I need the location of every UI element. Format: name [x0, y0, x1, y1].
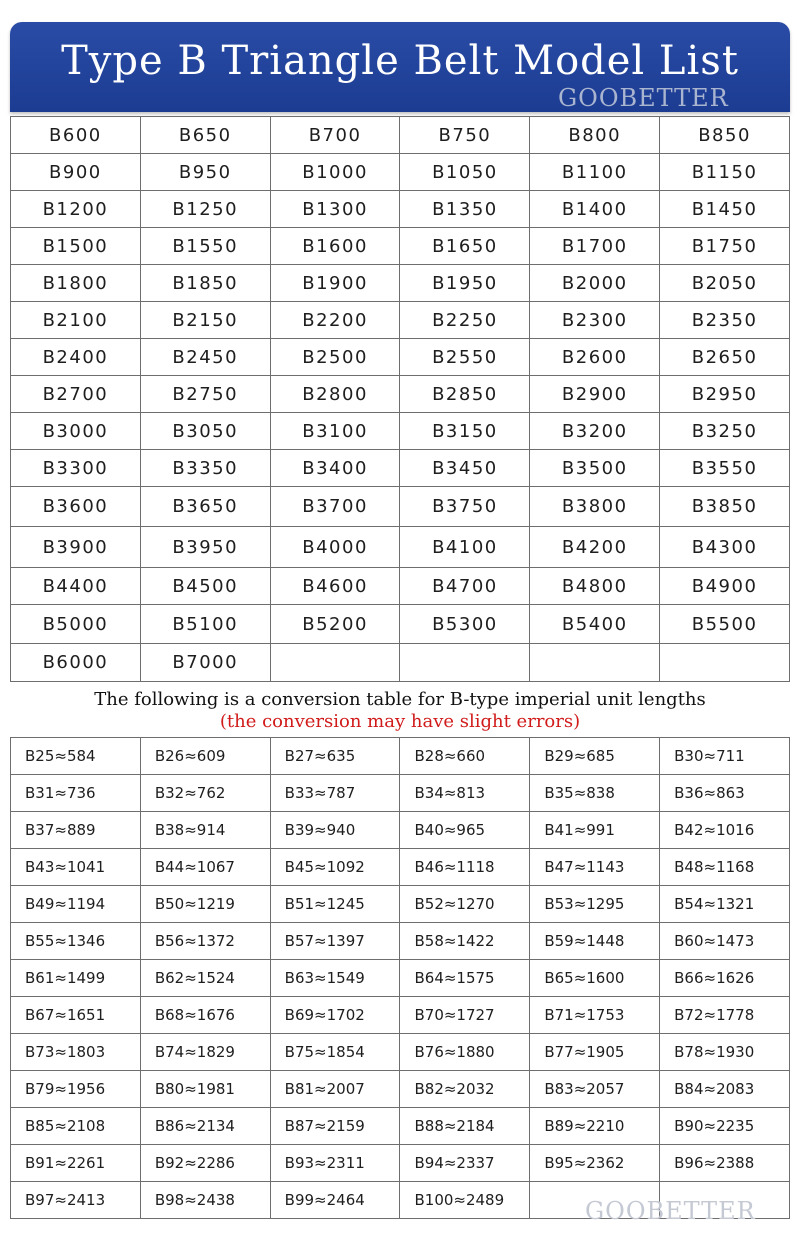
conversion-cell: B36≈863	[660, 775, 790, 812]
conversion-cell: B77≈1905	[530, 1034, 660, 1071]
model-cell	[530, 644, 660, 682]
model-cell: B2650	[660, 339, 790, 376]
conversion-cell: B89≈2210	[530, 1108, 660, 1145]
model-cell: B4000	[270, 527, 400, 568]
table-row	[11, 117, 790, 154]
table-row	[11, 228, 790, 265]
conversion-cell: B55≈1346	[11, 923, 141, 960]
conversion-cell: B52≈1270	[400, 886, 530, 923]
model-cell: B3450	[400, 450, 530, 487]
model-cell: B1000	[270, 154, 400, 191]
model-cell	[400, 644, 530, 682]
model-cell: B2800	[270, 376, 400, 413]
conversion-cell: B92≈2286	[140, 1145, 270, 1182]
table-row	[11, 413, 790, 450]
model-cell: B700	[270, 117, 400, 154]
model-cell: B2150	[140, 302, 270, 339]
model-cell: B3650	[140, 487, 270, 527]
conversion-cell: B96≈2388	[660, 1145, 790, 1182]
model-cell: B4300	[660, 527, 790, 568]
model-cell: B3100	[270, 413, 400, 450]
model-cell: B2050	[660, 265, 790, 302]
model-cell: B800	[530, 117, 660, 154]
model-cell: B1250	[140, 191, 270, 228]
conversion-cell: B58≈1422	[400, 923, 530, 960]
model-cell: B3900	[11, 527, 141, 568]
model-cell: B1650	[400, 228, 530, 265]
conversion-cell: B82≈2032	[400, 1071, 530, 1108]
model-cell: B1100	[530, 154, 660, 191]
model-cell: B2700	[11, 376, 141, 413]
model-cell: B5000	[11, 605, 141, 644]
model-cell: B3850	[660, 487, 790, 527]
conversion-cell: B87≈2159	[270, 1108, 400, 1145]
model-cell: B2600	[530, 339, 660, 376]
model-cell: B2000	[530, 265, 660, 302]
conversion-cell: B64≈1575	[400, 960, 530, 997]
model-cell: B1350	[400, 191, 530, 228]
model-cell: B1550	[140, 228, 270, 265]
conversion-cell: B30≈711	[660, 738, 790, 775]
table-row	[11, 960, 790, 997]
model-cell: B2850	[400, 376, 530, 413]
conversion-cell: B71≈1753	[530, 997, 660, 1034]
model-cell: B2300	[530, 302, 660, 339]
model-cell: B4400	[11, 568, 141, 605]
model-cell: B3400	[270, 450, 400, 487]
conversion-cell: B27≈635	[270, 738, 400, 775]
table-row	[11, 775, 790, 812]
conversion-cell: B26≈609	[140, 738, 270, 775]
conversion-cell: B32≈762	[140, 775, 270, 812]
conversion-cell: B86≈2134	[140, 1108, 270, 1145]
model-cell: B3000	[11, 413, 141, 450]
model-cell: B7000	[140, 644, 270, 682]
conversion-cell: B44≈1067	[140, 849, 270, 886]
conversion-cell: B76≈1880	[400, 1034, 530, 1071]
model-cell: B2950	[660, 376, 790, 413]
model-cell: B5400	[530, 605, 660, 644]
conversion-cell: B47≈1143	[530, 849, 660, 886]
conversion-cell: B74≈1829	[140, 1034, 270, 1071]
table-row	[11, 849, 790, 886]
conversion-cell: B35≈838	[530, 775, 660, 812]
conversion-cell: B79≈1956	[11, 1071, 141, 1108]
conversion-cell: B73≈1803	[11, 1034, 141, 1071]
table-row	[11, 1145, 790, 1182]
conversion-cell: B81≈2007	[270, 1071, 400, 1108]
conversion-cell: B97≈2413	[11, 1182, 141, 1219]
conversion-cell: B25≈584	[11, 738, 141, 775]
model-cell: B3300	[11, 450, 141, 487]
model-cell: B4100	[400, 527, 530, 568]
conversion-cell: B45≈1092	[270, 849, 400, 886]
conversion-cell: B49≈1194	[11, 886, 141, 923]
conversion-cell: B95≈2362	[530, 1145, 660, 1182]
conversion-cell: B57≈1397	[270, 923, 400, 960]
table-row	[11, 568, 790, 605]
conversion-cell: B42≈1016	[660, 812, 790, 849]
conversion-note	[10, 689, 790, 733]
model-cell: B2750	[140, 376, 270, 413]
table-row	[11, 738, 790, 775]
watermark-top: GOOBETTER	[558, 84, 729, 112]
model-list-sheet	[10, 22, 790, 1225]
conversion-cell: B88≈2184	[400, 1108, 530, 1145]
table-row	[11, 923, 790, 960]
conversion-cell: B70≈1727	[400, 997, 530, 1034]
model-cell: B1050	[400, 154, 530, 191]
conversion-cell: B31≈736	[11, 775, 141, 812]
model-cell: B3600	[11, 487, 141, 527]
model-cell: B4700	[400, 568, 530, 605]
model-cell: B2350	[660, 302, 790, 339]
conversion-cell: B99≈2464	[270, 1182, 400, 1219]
model-cell: B1950	[400, 265, 530, 302]
model-cell: B950	[140, 154, 270, 191]
model-cell: B1450	[660, 191, 790, 228]
conversion-cell: B39≈940	[270, 812, 400, 849]
conversion-cell: B56≈1372	[140, 923, 270, 960]
model-cell: B1400	[530, 191, 660, 228]
table-row	[11, 302, 790, 339]
conversion-table	[10, 737, 790, 1219]
conversion-cell: B59≈1448	[530, 923, 660, 960]
table-row	[11, 191, 790, 228]
model-cell: B3250	[660, 413, 790, 450]
table-row	[11, 644, 790, 682]
model-cell: B3550	[660, 450, 790, 487]
page-title: Type B Triangle Belt Model List	[61, 38, 739, 84]
conversion-cell: B98≈2438	[140, 1182, 270, 1219]
model-cell: B1500	[11, 228, 141, 265]
conversion-cell: B78≈1930	[660, 1034, 790, 1071]
conversion-cell: B83≈2057	[530, 1071, 660, 1108]
conversion-cell: B65≈1600	[530, 960, 660, 997]
table-row	[11, 339, 790, 376]
conversion-cell: B33≈787	[270, 775, 400, 812]
conversion-cell: B85≈2108	[11, 1108, 141, 1145]
table-row	[11, 1108, 790, 1145]
conversion-cell: B38≈914	[140, 812, 270, 849]
model-cell: B2900	[530, 376, 660, 413]
model-cell: B650	[140, 117, 270, 154]
conversion-cell: B43≈1041	[11, 849, 141, 886]
conversion-cell: B100≈2489	[400, 1182, 530, 1219]
model-cell: B750	[400, 117, 530, 154]
table-row	[11, 527, 790, 568]
conversion-cell: B51≈1245	[270, 886, 400, 923]
conversion-cell: B69≈1702	[270, 997, 400, 1034]
conversion-cell: B53≈1295	[530, 886, 660, 923]
conversion-cell: B68≈1676	[140, 997, 270, 1034]
conversion-cell: B48≈1168	[660, 849, 790, 886]
model-cell: B4800	[530, 568, 660, 605]
table-row	[11, 886, 790, 923]
model-cell: B1700	[530, 228, 660, 265]
conversion-cell: B75≈1854	[270, 1034, 400, 1071]
model-cell: B5100	[140, 605, 270, 644]
table-row	[11, 154, 790, 191]
conversion-cell: B93≈2311	[270, 1145, 400, 1182]
table-row	[11, 487, 790, 527]
conversion-cell: B67≈1651	[11, 997, 141, 1034]
conversion-cell: B46≈1118	[400, 849, 530, 886]
model-cell: B3050	[140, 413, 270, 450]
model-cell: B900	[11, 154, 141, 191]
model-cell: B3700	[270, 487, 400, 527]
table-row	[11, 605, 790, 644]
model-cell: B2200	[270, 302, 400, 339]
conversion-cell: B80≈1981	[140, 1071, 270, 1108]
model-cell: B2500	[270, 339, 400, 376]
model-cell: B3500	[530, 450, 660, 487]
conversion-cell: B94≈2337	[400, 1145, 530, 1182]
model-table	[10, 116, 790, 682]
model-cell: B600	[11, 117, 141, 154]
model-cell: B3800	[530, 487, 660, 527]
model-cell	[660, 644, 790, 682]
model-cell: B3950	[140, 527, 270, 568]
conversion-cell: B34≈813	[400, 775, 530, 812]
table-row	[11, 997, 790, 1034]
conversion-cell: B60≈1473	[660, 923, 790, 960]
conversion-cell: B50≈1219	[140, 886, 270, 923]
conversion-cell: B91≈2261	[11, 1145, 141, 1182]
conversion-cell: B61≈1499	[11, 960, 141, 997]
model-cell: B1850	[140, 265, 270, 302]
model-cell: B2100	[11, 302, 141, 339]
model-cell	[270, 644, 400, 682]
model-cell: B5200	[270, 605, 400, 644]
conversion-cell: B63≈1549	[270, 960, 400, 997]
conversion-cell: B41≈991	[530, 812, 660, 849]
table-row	[11, 265, 790, 302]
model-cell: B1200	[11, 191, 141, 228]
model-cell: B2550	[400, 339, 530, 376]
model-cell: B6000	[11, 644, 141, 682]
table-row	[11, 450, 790, 487]
conversion-note-warning: (the conversion may have slight errors)	[219, 711, 581, 732]
table-row	[11, 812, 790, 849]
model-cell: B5500	[660, 605, 790, 644]
model-cell: B850	[660, 117, 790, 154]
model-cell: B1750	[660, 228, 790, 265]
model-cell: B2400	[11, 339, 141, 376]
model-cell: B2450	[140, 339, 270, 376]
conversion-note-title: The following is a conversion table for B-type imperial unit lengths	[94, 689, 706, 710]
model-cell: B3200	[530, 413, 660, 450]
model-cell: B1900	[270, 265, 400, 302]
conversion-cell: B90≈2235	[660, 1108, 790, 1145]
model-cell: B4500	[140, 568, 270, 605]
table-row	[11, 376, 790, 413]
conversion-cell: B72≈1778	[660, 997, 790, 1034]
conversion-cell: B84≈2083	[660, 1071, 790, 1108]
model-cell: B1800	[11, 265, 141, 302]
model-cell: B3150	[400, 413, 530, 450]
model-cell: B2250	[400, 302, 530, 339]
watermark-bottom: GOOBETTER	[585, 1197, 756, 1225]
conversion-cell: B37≈889	[11, 812, 141, 849]
conversion-cell: B29≈685	[530, 738, 660, 775]
conversion-cell: B40≈965	[400, 812, 530, 849]
model-cell: B3750	[400, 487, 530, 527]
conversion-cell: B62≈1524	[140, 960, 270, 997]
model-cell: B3350	[140, 450, 270, 487]
table-row	[11, 1071, 790, 1108]
model-cell: B1300	[270, 191, 400, 228]
conversion-cell: B66≈1626	[660, 960, 790, 997]
table-row	[11, 1034, 790, 1071]
model-cell: B4900	[660, 568, 790, 605]
model-cell: B4200	[530, 527, 660, 568]
model-cell: B5300	[400, 605, 530, 644]
model-cell: B4600	[270, 568, 400, 605]
model-cell: B1600	[270, 228, 400, 265]
conversion-cell: B28≈660	[400, 738, 530, 775]
model-cell: B1150	[660, 154, 790, 191]
conversion-cell: B54≈1321	[660, 886, 790, 923]
